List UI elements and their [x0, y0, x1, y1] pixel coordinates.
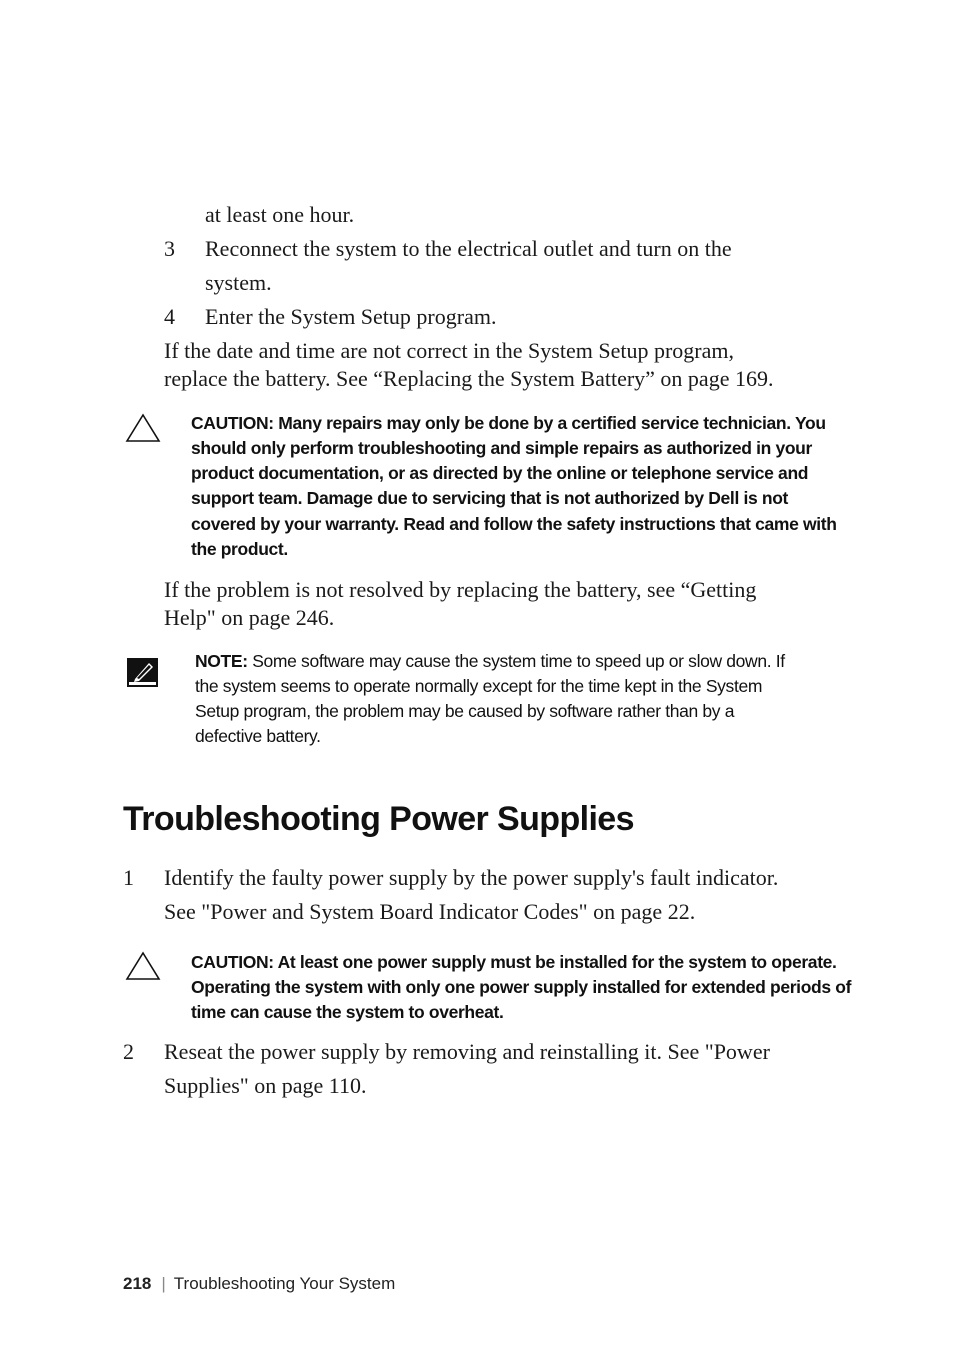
step-text-line: Enter the System Setup program. [205, 304, 497, 329]
step-text-line: Reconnect the system to the electrical outlet and turn on the [205, 236, 732, 261]
paragraph-line: If the problem is not resolved by replacing the battery, see “Getting [164, 577, 757, 602]
step-continuation-text: at least one hour. [205, 202, 355, 227]
step-text-line: See "Power and System Board Indicator Codes" on page 22. [164, 899, 696, 924]
caution-line: should only perform troubleshooting and simple repairs as authorized in your [191, 438, 812, 458]
step-text-line: Supplies" on page 110. [164, 1073, 367, 1098]
step-text-line: Reseat the power supply by removing and reinstalling it. See "Power [164, 1039, 770, 1064]
note-line: Setup program, the problem may be caused by software rather than by a [195, 701, 735, 721]
page-number: 218 [123, 1274, 152, 1293]
paragraph-line: Help" on page 246. [164, 605, 335, 630]
paragraph-line: replace the battery. See “Replacing the System Battery” on page 169. [164, 366, 774, 391]
caution-line: CAUTION: At least one power supply must be installed for the system to operate. [191, 952, 837, 972]
footer-separator: | [161, 1274, 166, 1293]
caution-line: covered by your warranty. Read and follow the safety instructions that came with [191, 514, 837, 534]
caution-line: support team. Damage due to servicing that is not authorized by Dell is not [191, 488, 789, 508]
note-line: the system seems to operate normally except for the time kept in the System [195, 676, 763, 696]
caution-triangle-icon [125, 951, 161, 981]
caution-line: product documentation, or as directed by the online or telephone service and [191, 463, 809, 483]
note-pencil-icon [127, 658, 158, 687]
caution-line: Operating the system with only one power supply installed for extended periods of [191, 977, 852, 997]
note-line [195, 649, 785, 674]
caution-line: CAUTION: Many repairs may only be done by a certified service technician. You [191, 413, 826, 433]
page-footer [123, 1273, 395, 1295]
note-line: defective battery. [195, 726, 321, 746]
step-number: 2 [123, 1039, 134, 1064]
step-number: 4 [164, 304, 175, 329]
section-title: Troubleshooting Power Supplies [123, 800, 634, 838]
paragraph-line: If the date and time are not correct in the System Setup program, [164, 338, 734, 363]
caution-triangle-icon [125, 413, 161, 443]
caution-line: the product. [191, 539, 288, 559]
note-text: Some software may cause the system time to speed up or slow down. If [247, 651, 785, 671]
caution-line: time can cause the system to overheat. [191, 1002, 504, 1022]
note-label: NOTE: [195, 651, 248, 671]
chapter-title: Troubleshooting Your System [173, 1274, 396, 1293]
step-number: 3 [164, 236, 175, 261]
step-number: 1 [123, 865, 134, 890]
step-text-line: Identify the faulty power supply by the power supply's fault indicator. [164, 865, 779, 890]
step-text-line: system. [205, 270, 272, 295]
